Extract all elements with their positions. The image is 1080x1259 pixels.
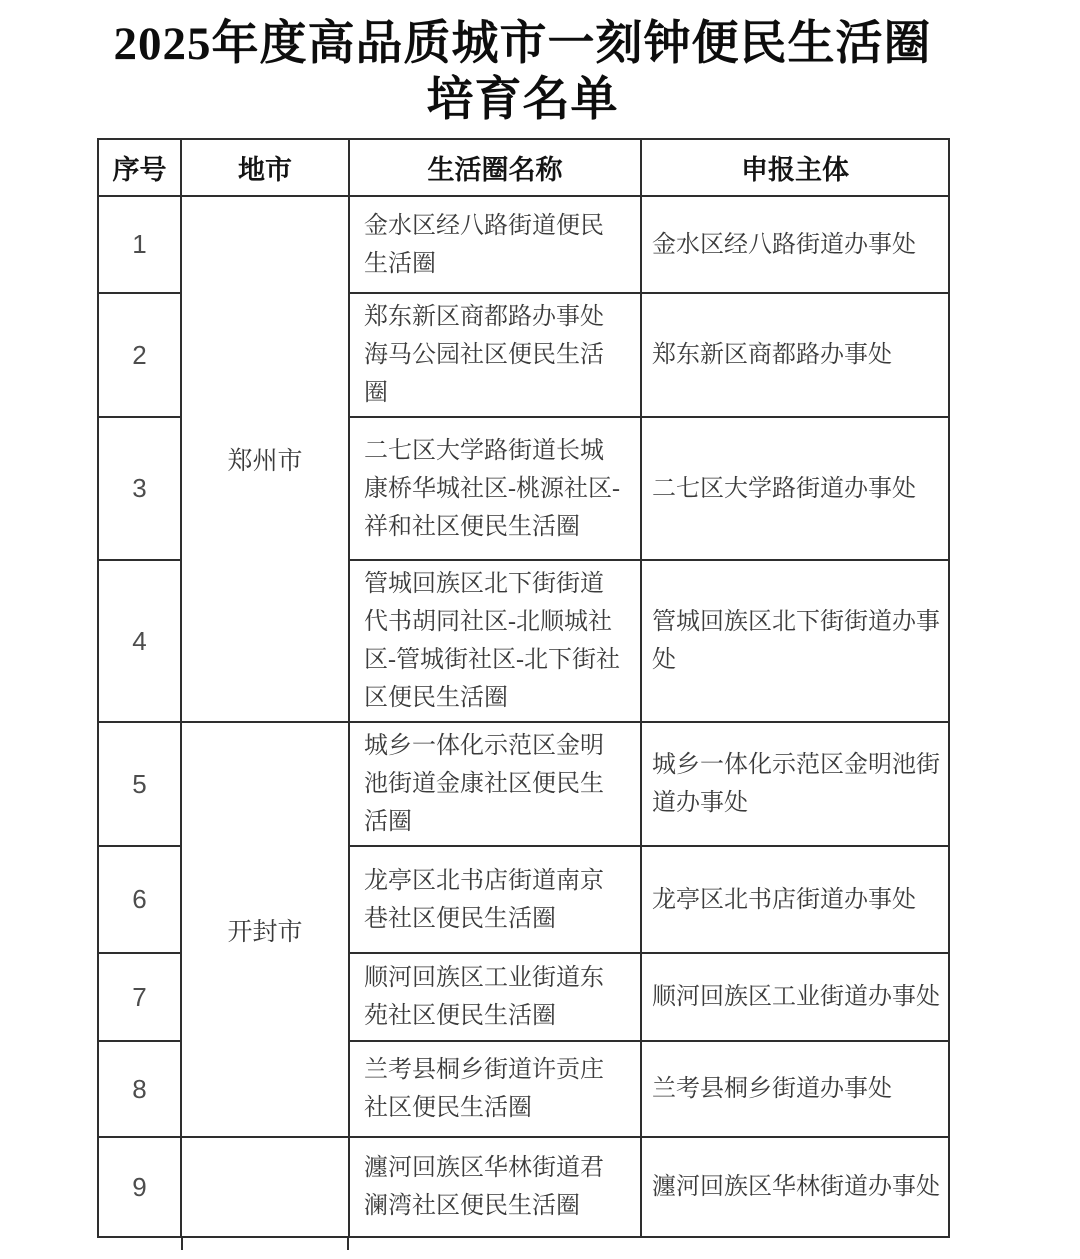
applicant-cell: 城乡一体化示范区金明池街道办事处 — [641, 722, 949, 846]
cultivation-list-table — [97, 138, 950, 1238]
page-title — [97, 0, 948, 128]
seq-cell: 5 — [98, 722, 181, 846]
seq-cell: 7 — [98, 953, 181, 1041]
circle-name-cell: 兰考县桐乡街道许贡庄社区便民生活圈 — [349, 1041, 641, 1137]
applicant-cell: 顺河回族区工业街道办事处 — [641, 953, 949, 1041]
seq-cell: 3 — [98, 417, 181, 560]
circle-name-cell: 管城回族区北下街街道代书胡同社区-北顺城社区-管城街社区-北下街社区便民生活圈 — [349, 560, 641, 722]
seq-cell: 1 — [98, 196, 181, 293]
seq-cell: 9 — [98, 1137, 181, 1237]
header-cell-seq: 序号 — [98, 139, 181, 196]
city-cell-zhengzhou: 郑州市 — [181, 196, 349, 722]
city-cell-continued — [181, 1137, 349, 1237]
header-cell-city: 地市 — [181, 139, 349, 196]
document-content — [97, 0, 948, 1238]
applicant-cell: 龙亭区北书店街道办事处 — [641, 846, 949, 953]
seq-cell: 2 — [98, 293, 181, 417]
circle-name-cell: 金水区经八路街道便民生活圈 — [349, 196, 641, 293]
table-row — [98, 196, 949, 293]
header-cell-circle-name: 生活圈名称 — [349, 139, 641, 196]
circle-name-cell: 郑东新区商都路办事处海马公园社区便民生活圈 — [349, 293, 641, 417]
page-title-line2: 培育名单 — [426, 74, 619, 126]
applicant-cell: 兰考县桐乡街道办事处 — [641, 1041, 949, 1137]
applicant-cell: 瀍河回族区华林街道办事处 — [641, 1137, 949, 1237]
page-title-line1: 2025年度高品质城市一刻钟便民生活圈 — [113, 18, 932, 70]
circle-name-cell: 二七区大学路街道长城康桥华城社区-桃源社区-祥和社区便民生活圈 — [349, 417, 641, 560]
seq-cell: 6 — [98, 846, 181, 953]
table-row — [98, 722, 949, 846]
seq-cell: 8 — [98, 1041, 181, 1137]
applicant-cell: 郑东新区商都路办事处 — [641, 293, 949, 417]
applicant-cell: 二七区大学路街道办事处 — [641, 417, 949, 560]
seq-cell: 4 — [98, 560, 181, 722]
circle-name-cell: 瀍河回族区华林街道君澜湾社区便民生活圈 — [349, 1137, 641, 1237]
header-row — [98, 139, 949, 196]
circle-name-cell: 城乡一体化示范区金明池街道金康社区便民生活圈 — [349, 722, 641, 846]
applicant-cell: 管城回族区北下街街道办事处 — [641, 560, 949, 722]
city-cell-kaifeng: 开封市 — [181, 722, 349, 1137]
table-row — [98, 1137, 949, 1237]
applicant-cell: 金水区经八路街道办事处 — [641, 196, 949, 293]
header-cell-applicant: 申报主体 — [641, 139, 949, 196]
circle-name-cell: 顺河回族区工业街道东苑社区便民生活圈 — [349, 953, 641, 1041]
circle-name-cell: 龙亭区北书店街道南京巷社区便民生活圈 — [349, 846, 641, 953]
